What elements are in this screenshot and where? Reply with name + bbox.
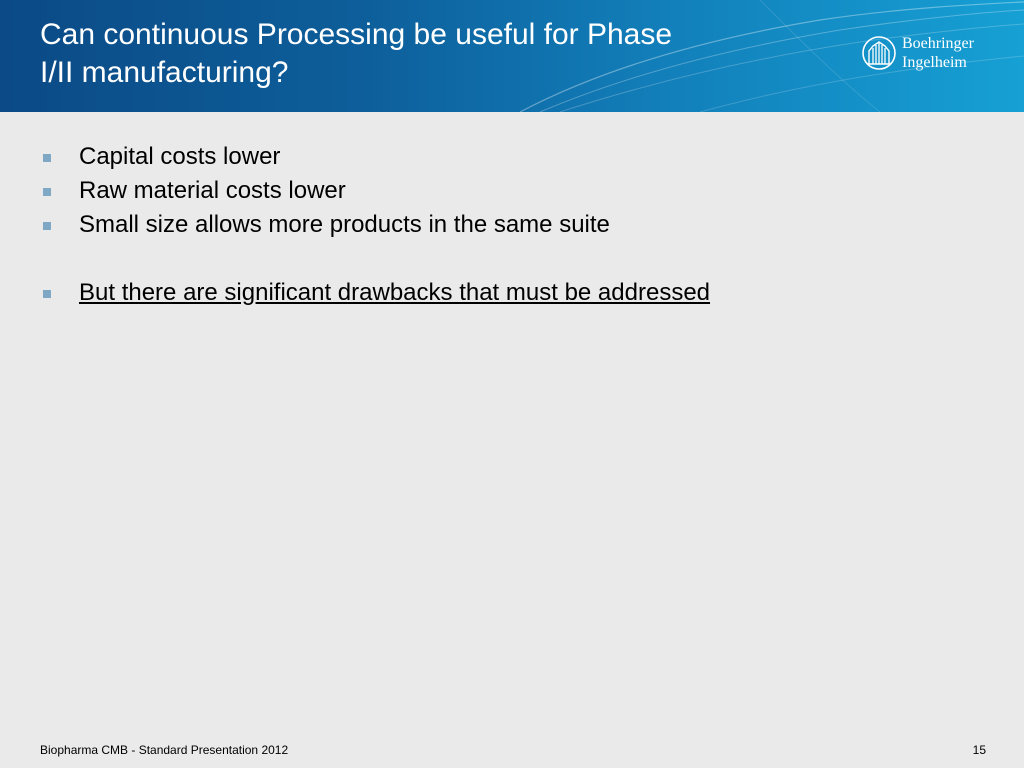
square-bullet-icon [43, 290, 51, 298]
footer-presentation-label: Biopharma CMB - Standard Presentation 2012 [40, 743, 289, 757]
bullet-list [40, 140, 940, 310]
logo-wordmark [902, 34, 974, 72]
bullet-item [40, 140, 940, 174]
bullet-text: Raw material costs lower [79, 177, 346, 204]
slide-title-line-1: Can continuous Processing be useful for Phase [40, 18, 673, 51]
bullet-text: Small size allows more products in the same suite [79, 211, 610, 238]
bullet-text: Capital costs lower [79, 143, 281, 170]
bullet-item [40, 174, 940, 208]
square-bullet-icon [43, 154, 51, 162]
logo-name-line-1: Boehringer [902, 35, 974, 52]
slide-title-line-2: I/II manufacturing? [40, 56, 289, 89]
boehringer-ingelheim-logo-icon [862, 34, 896, 72]
square-bullet-icon [43, 188, 51, 196]
header-banner [0, 0, 1024, 112]
company-logo [862, 32, 992, 76]
bullet-item [40, 276, 940, 310]
bullet-text-underlined: But there are significant drawbacks that must be addressed [79, 279, 711, 306]
logo-name-line-2: Ingelheim [902, 54, 967, 71]
slide-title [40, 16, 800, 92]
square-bullet-icon [43, 222, 51, 230]
page-number: 15 [972, 743, 986, 757]
bullet-item [40, 208, 940, 242]
